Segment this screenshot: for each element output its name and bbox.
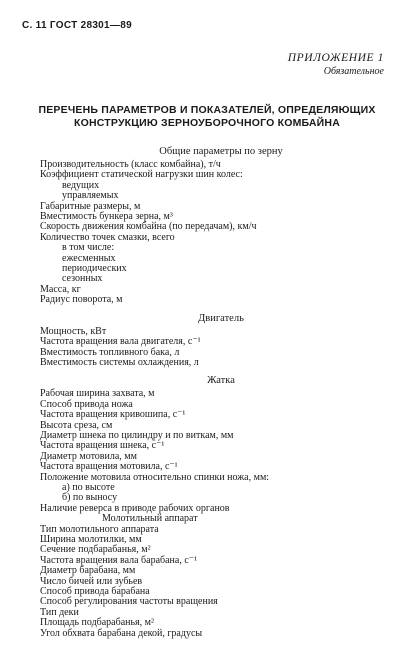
section-heading: Двигатель	[198, 312, 244, 324]
document-title-line-2: КОНСТРУКЦИЮ ЗЕРНОУБОРОЧНОГО КОМБАЙНА	[73, 117, 340, 129]
list-item: сезонных	[62, 273, 103, 285]
section-engine	[40, 313, 402, 369]
list-item: Способ привода барабана	[40, 586, 150, 598]
list-item: Вместимость топливного бака, л	[40, 346, 180, 358]
list-item: Сечение подбарабанья, м²	[40, 544, 151, 556]
section-heading: Общие параметры по зерну	[159, 146, 283, 157]
section-header-unit	[40, 375, 402, 639]
list-item: Диаметр барабана, мм	[40, 565, 136, 577]
list-item: Частота вращения мотовила, с⁻¹	[40, 461, 178, 473]
list-item: Тип молотильного аппарата	[40, 523, 159, 535]
list-item: Частота вращения вала барабана, с⁻¹	[40, 554, 198, 566]
list-item: Вместимость системы охлаждения, л	[40, 356, 199, 368]
list-item: Площадь подбарабанья, м²	[40, 617, 154, 629]
list-item: Коэффициент статической нагрузки шин колес:	[40, 169, 243, 181]
list-item: Скорость движения комбайна (по передачам), км/ч	[40, 221, 257, 233]
list-item: Угол обхвата барабана декой, градусы	[40, 627, 203, 639]
page-header: С. 11 ГОСТ 28301—89	[22, 20, 132, 31]
list-item: Производительность (класс комбайна), т/ч	[40, 159, 221, 170]
subsection-heading: Молотильный аппарат	[102, 513, 198, 525]
list-item: Частота вращения вала двигателя, с⁻¹	[40, 336, 201, 348]
list-item: Диаметр мотовила, мм	[40, 450, 137, 462]
list-item: Вместимость бункера зерна, м³	[40, 211, 173, 223]
list-item: Частота вращения шнека, с⁻¹	[40, 440, 165, 452]
list-item: Мощность, кВт	[40, 325, 107, 337]
list-item: ведущих	[62, 179, 100, 191]
list-item: Количество точек смазки, всего	[40, 231, 175, 243]
list-item: б) по выносу	[62, 492, 118, 504]
list-item: Способ регулирования частоты вращения	[40, 596, 218, 608]
list-item: Число бичей или зубьев	[40, 575, 143, 587]
document-title	[0, 104, 414, 130]
list-item: Диаметр шнека по цилиндру и по виткам, мм	[40, 429, 234, 441]
appendix-subtitle: Обязательное	[323, 66, 384, 77]
appendix-title: ПРИЛОЖЕНИЕ 1	[287, 52, 384, 64]
list-item: управляемых	[62, 190, 119, 202]
appendix-label	[288, 52, 384, 78]
list-item: Высота среза, см	[40, 419, 113, 431]
list-item: периодических	[62, 263, 127, 275]
list-item: Габаритные размеры, м	[40, 200, 141, 212]
list-item: Тип деки	[40, 606, 79, 618]
parameter-list	[40, 146, 402, 646]
section-general	[40, 146, 402, 306]
list-item: Наличие реверса в приводе рабочих органов	[40, 502, 230, 514]
section-heading: Жатка	[207, 375, 235, 387]
list-item: ежесменных	[62, 252, 116, 264]
list-item: в том числе:	[62, 242, 115, 254]
list-item: а) по высоте	[62, 481, 115, 493]
list-item: Рабочая ширина захвата, м	[40, 388, 155, 400]
list-item: Ширина молотилки, мм	[40, 534, 142, 545]
list-item: Способ привода ножа	[40, 398, 133, 410]
list-item: Положение мотовила относительно спинки ножа, мм:	[40, 471, 270, 483]
list-item: Радиус поворота, м	[40, 294, 123, 306]
list-item: Масса, кг	[40, 283, 81, 295]
list-item: Частота вращения кривошипа, с⁻¹	[40, 409, 186, 421]
document-title-line-1: ПЕРЕЧЕНЬ ПАРАМЕТРОВ И ПОКАЗАТЕЛЕЙ, ОПРЕДЕЛЯЮЩИХ	[38, 104, 376, 116]
